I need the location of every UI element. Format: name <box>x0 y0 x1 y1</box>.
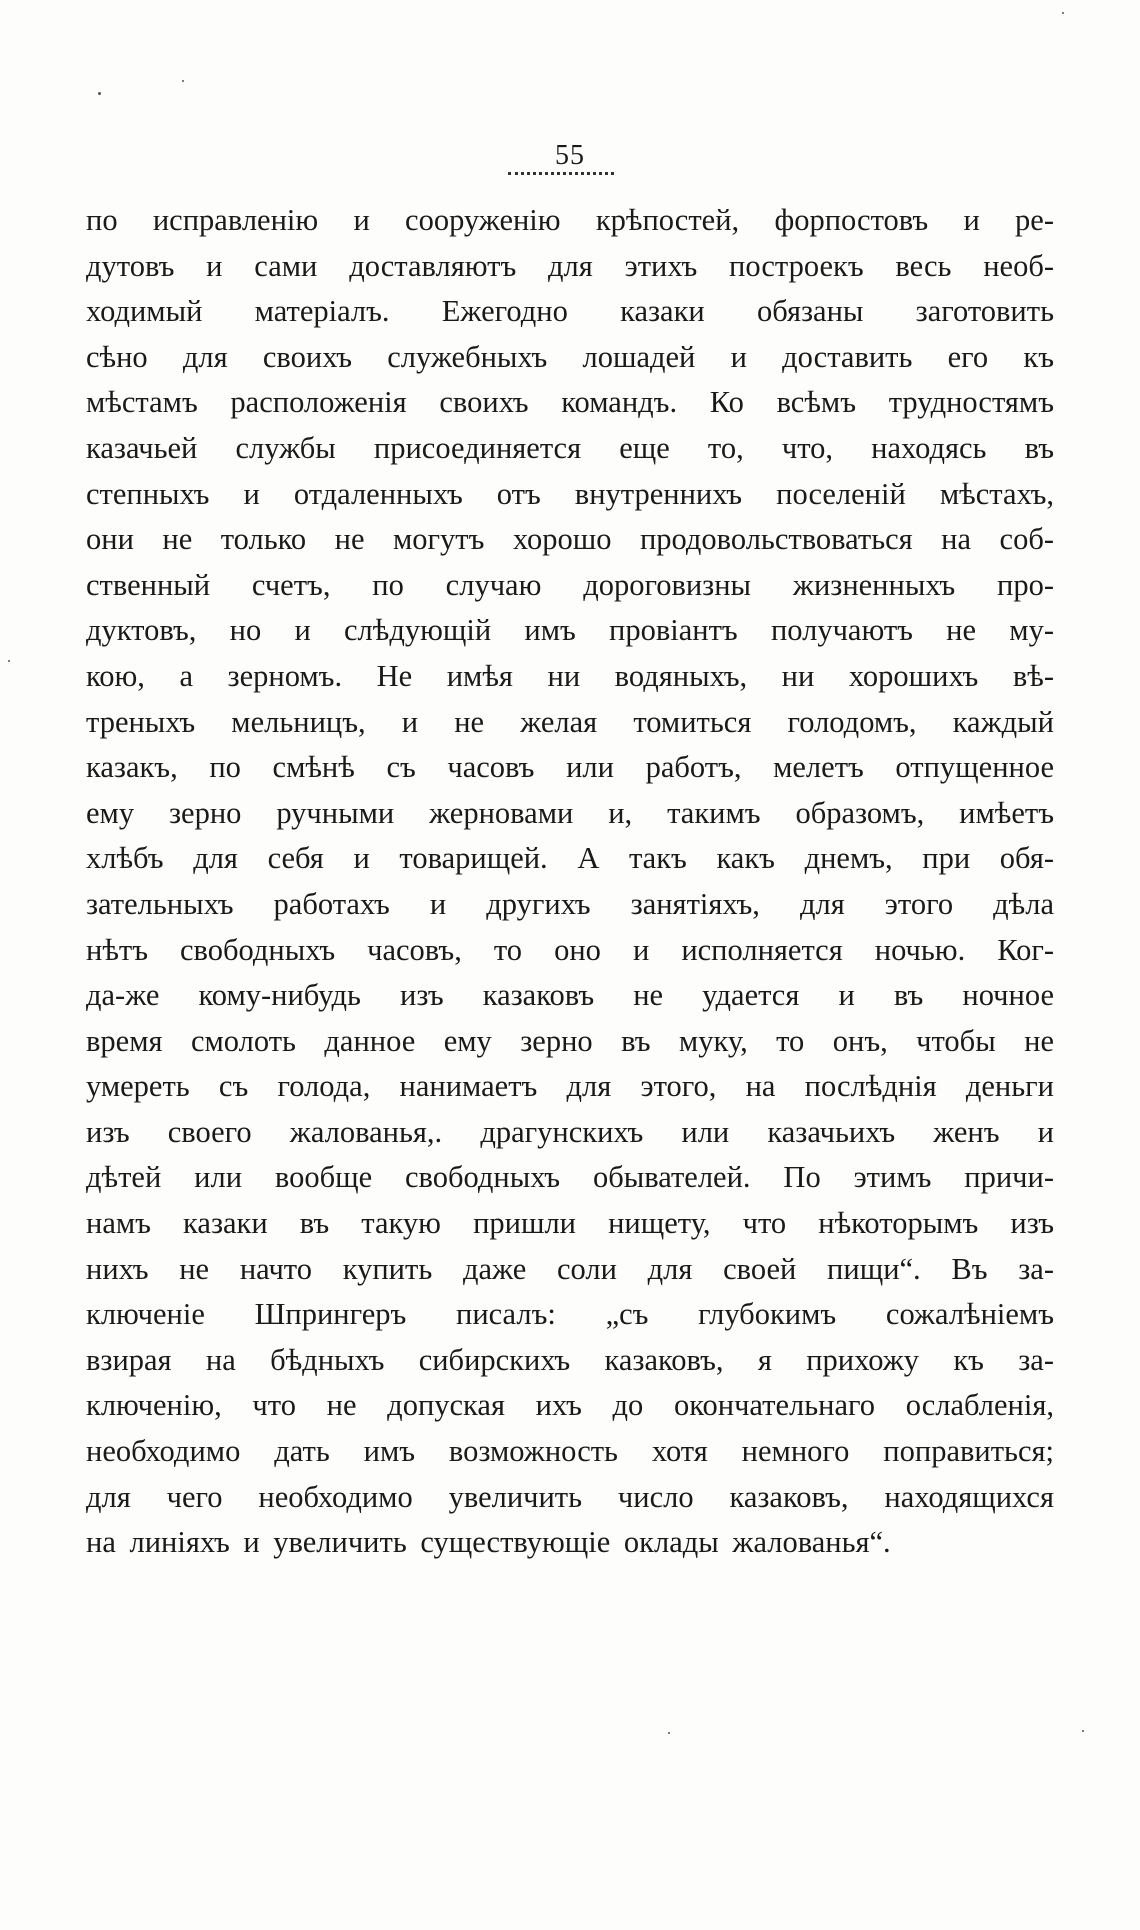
text-line: треныхъ мельницъ, и не желая томиться голодомъ, каждый <box>86 704 1054 739</box>
print-speck <box>1062 12 1064 14</box>
text-line: взирая на бѣдныхъ сибирскихъ казаковъ, я прихожу къ за- <box>86 1342 1054 1377</box>
text-line: степныхъ и отдаленныхъ отъ внутреннихъ поселеній мѣстахъ, <box>86 476 1054 511</box>
print-speck <box>8 660 10 662</box>
text-line: кою, а зерномъ. Не имѣя ни водяныхъ, ни хорошихъ вѣ- <box>86 658 1054 693</box>
page-number-dotted-rule <box>508 172 614 175</box>
text-line: дутовъ и сами доставляютъ для этихъ построекъ весь необ- <box>86 248 1054 283</box>
text-line: нѣтъ свободныхъ часовъ, то оно и исполняется ночью. Ког- <box>86 932 1054 967</box>
print-speck <box>1082 1730 1084 1732</box>
text-line: ключеніе Шпрингеръ писалъ: „съ глубокимъ сожалѣніемъ <box>86 1297 1054 1332</box>
text-line: казакъ, по смѣнѣ съ часовъ или работъ, мелетъ отпущенное <box>86 750 1054 785</box>
print-speck <box>668 1732 670 1734</box>
text-line: они не только не могутъ хорошо продовольствоваться на соб- <box>86 522 1054 557</box>
text-line: казачьей службы присоединяется еще то, что, находясь въ <box>86 430 1054 465</box>
text-line: для чего необходимо увеличить число казаковъ, находящихся <box>86 1479 1054 1514</box>
text-line-last: на линіяхъ и увеличить существующіе оклады жалованья“. <box>86 1525 891 1560</box>
text-line: намъ казаки въ такую пришли нищету, что нѣкоторымъ изъ <box>86 1206 1054 1241</box>
text-line: зательныхъ работахъ и другихъ занятіяхъ, для этого дѣла <box>86 886 1054 921</box>
text-line: хлѣбъ для себя и товарищей. А такъ какъ днемъ, при обя- <box>86 841 1054 876</box>
text-line: да-же кому-нибудь изъ казаковъ не удается и въ ночное <box>86 978 1054 1013</box>
text-line: по исправленію и сооруженію крѣпостей, форпостовъ и ре- <box>86 203 1054 237</box>
page-number: 55 <box>555 140 585 171</box>
text-line: дуктовъ, но и слѣдующій имъ провіантъ получаютъ не му- <box>86 613 1054 648</box>
text-line: сѣно для своихъ служебныхъ лошадей и доставить его къ <box>86 339 1054 374</box>
text-line: изъ своего жалованья,. драгунскихъ или казачьихъ женъ и <box>86 1114 1054 1149</box>
print-speck <box>98 92 101 95</box>
text-line: ходимый матеріалъ. Ежегодно казаки обязаны заготовить <box>86 294 1054 329</box>
text-line: ственный счетъ, по случаю дороговизны жизненныхъ про- <box>86 567 1054 602</box>
text-line: ему зерно ручными жерновами и, такимъ образомъ, имѣетъ <box>86 795 1054 830</box>
text-line: умереть съ голода, нанимаетъ для этого, на послѣднія деньги <box>86 1069 1054 1104</box>
print-speck <box>182 80 184 82</box>
text-line: мѣстамъ расположенія своихъ командъ. Ко всѣмъ трудностямъ <box>86 385 1054 420</box>
text-line: нихъ не начто купить даже соли для своей пищи“. Въ за- <box>86 1251 1054 1286</box>
body-text <box>86 198 1054 1566</box>
text-line: дѣтей или вообще свободныхъ обывателей. По этимъ причи- <box>86 1160 1054 1195</box>
text-line: необходимо дать имъ возможность хотя немного поправиться; <box>86 1434 1054 1469</box>
text-line: время смолоть данное ему зерно въ муку, то онъ, чтобы не <box>86 1023 1054 1058</box>
text-line: ключенію, что не допуская ихъ до окончательнаго ослабленія, <box>86 1388 1054 1423</box>
